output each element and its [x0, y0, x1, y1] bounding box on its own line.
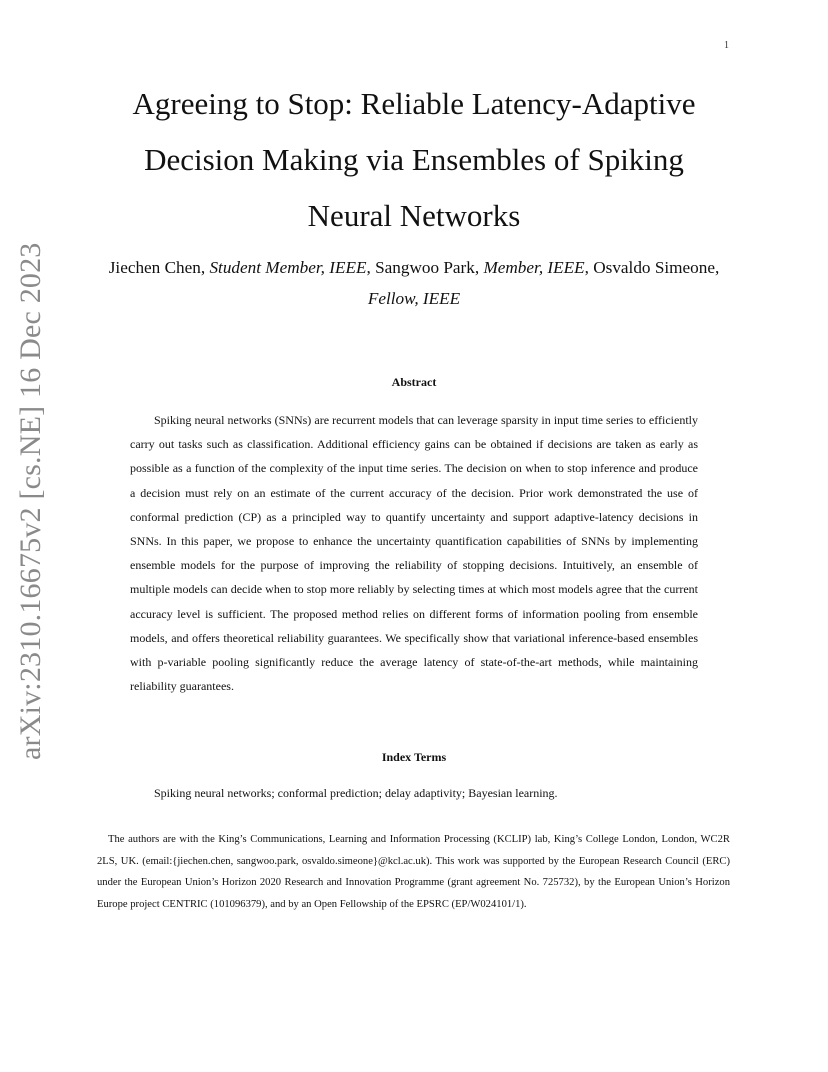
author-name: , Osvaldo Simeone,	[584, 258, 720, 277]
author-footnote: The authors are with the King’s Communications, Learning and Information Processing (KCLIP) lab, King’s College London, London, WC2R 2LS, UK. (email:{jiechen.chen, sangwoo.park, osvaldo.simeone}@kcl.ac.uk). This work was supported by the European Research Council (ERC) under the European Union’s Horizon 2020 Research and Innovation Programme (grant agreement No. 725732), by the European Union’s Horizon Europe project CENTRIC (101096379), and by an Open Fellowship of the EPSRC (EP/W024101/1).	[97, 834, 730, 910]
abstract-text: Spiking neural networks (SNNs) are recurrent models that can leverage sparsity in input time series to efficiently carry out tasks such as classification. Additional efficiency gains can be obtained if decisions are taken as early as possible as a function of the complexity of the input time series. The decision on when to stop inference and produce a decision must rely on an estimate of the current accuracy of the decision. Prior work demonstrated the use of conformal prediction (CP) as a principled way to quantify uncertainty and support adaptive-latency decisions in SNNs. In this paper, we propose to enhance the uncertainty quantification capabilities of SNNs by implementing ensemble models for the purpose of improving the reliability of stopping decisions. Intuitively, an ensemble of multiple models can decide when to stop more reliably by selecting times at which most models agree that the current accuracy level is sufficient. The proposed method relies on different forms of information pooling from ensemble models, and offers theoretical reliability guarantees. We specifically show that variational inference-based ensembles with p-variable pooling significantly reduce the average latency of state-of-the-art methods, while maintaining reliability guarantees.	[130, 413, 698, 694]
title-line-3: Neural Networks	[307, 198, 521, 233]
title-line-1: Agreeing to Stop: Reliable Latency-Adaptive	[132, 86, 696, 121]
index-terms-text: Spiking neural networks; conformal prediction; delay adaptivity; Bayesian learning.	[154, 786, 558, 800]
author-name: , Sangwoo Park,	[366, 258, 484, 277]
author-affiliation: Student Member, IEEE	[209, 258, 367, 277]
author-list	[86, 252, 742, 314]
paper-title	[90, 76, 738, 244]
index-terms-heading: Index Terms	[381, 750, 447, 764]
title-line-2: Decision Making via Ensembles of Spiking	[144, 142, 684, 177]
author-affiliation: Member, IEEE	[483, 258, 585, 277]
author-name: Jiechen Chen,	[108, 258, 210, 277]
arxiv-identifier-stamp: arXiv:2310.16675v2 [cs.NE] 16 Dec 2023	[14, 242, 47, 760]
abstract-heading: Abstract	[391, 375, 437, 389]
author-affiliation: Fellow, IEEE	[367, 289, 461, 308]
page-number: 1	[724, 40, 729, 51]
